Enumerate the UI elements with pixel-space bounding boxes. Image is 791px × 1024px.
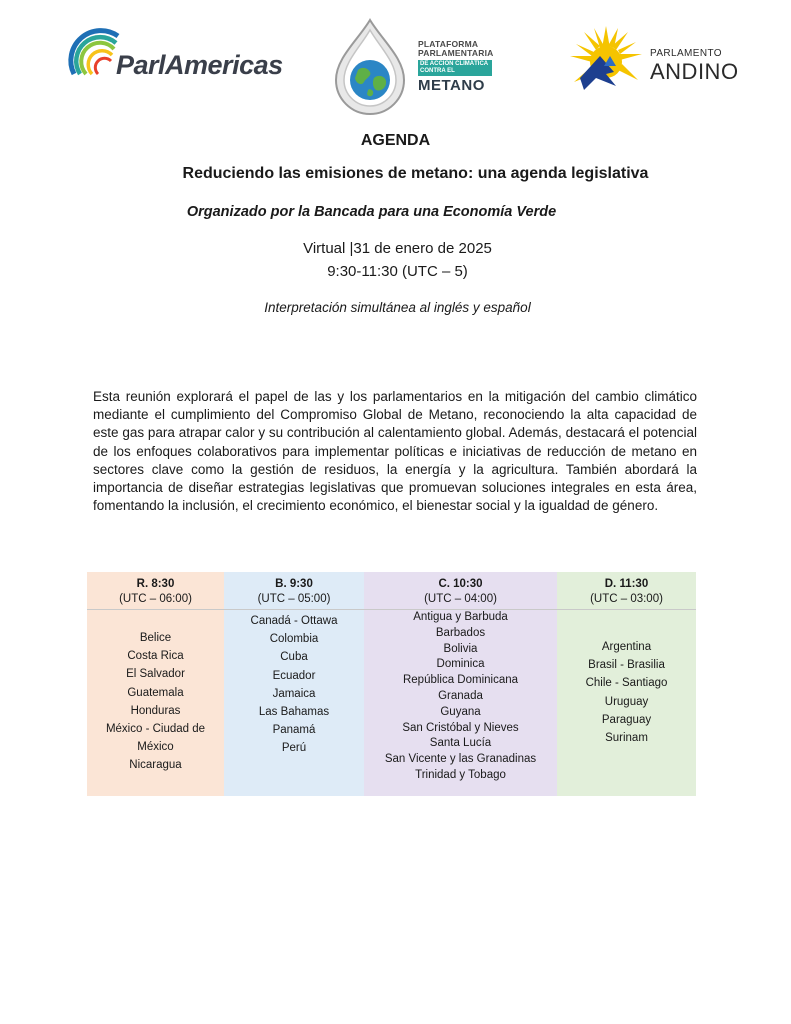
metano-line2: PARLAMENTARIA [418, 48, 494, 58]
andino-sun-icon [570, 26, 642, 98]
andino-label-big: ANDINO [650, 59, 739, 84]
parlamericas-wordmark: ParlAmericas [116, 50, 283, 80]
country-item: Dominica [436, 658, 485, 671]
event-time: 9:30-11:30 (UTC – 5) [327, 263, 468, 280]
metano-line4: CONTRA EL [420, 68, 455, 74]
timezone-column-c [364, 572, 557, 796]
country-item: Brasil - Brasilia [588, 659, 665, 672]
parlamericas-logo [66, 24, 306, 94]
andino-label-top: PARLAMENTO [650, 48, 722, 59]
country-item: Surinam [605, 732, 648, 745]
country-item: Guatemala [127, 686, 184, 699]
country-item: Honduras [130, 704, 181, 717]
country-item: Guyana [440, 705, 481, 718]
country-item: Trinidad y Tobago [415, 768, 506, 781]
column-utc-offset: (UTC – 03:00) [557, 592, 696, 610]
event-description: Esta reunión explorará el papel de las y los parlamentarios en la mitigación del cambio climático mediante el cumplimiento del Compromiso Global de Metano, reconociendo la alta capacidad de este gas para atrapar calor y su contribución al calentamiento global. Además, destacará el potencial de los enfoques colaborativos para implementar políticas e iniciativas de reducción de metano en sectores clave como la gestión de residuos, la energía y la agricultura. También abordará la importancia de diseñar estrategias legislativas que promuevan soluciones integrales en esta área, fomentando la inclusión, el crecimiento económico, el bienestar social y la igualdad de género. [93, 389, 697, 514]
country-item: México [137, 741, 174, 754]
country-item: San Cristóbal y Nieves [402, 721, 519, 734]
country-list [364, 610, 557, 784]
timezone-table [87, 572, 696, 796]
organizer-line: Organizado por la Bancada para una Economía Verde [186, 204, 557, 220]
globe-drop-icon [330, 18, 410, 116]
country-item: Perú [281, 742, 307, 755]
country-item: Jamaica [272, 687, 316, 700]
timezone-column-r [87, 572, 224, 796]
metano-wordmark [418, 40, 498, 94]
header-logos [0, 18, 791, 118]
country-item: San Vicente y las Granadinas [384, 753, 537, 766]
country-item: Granada [438, 689, 483, 702]
country-item: Antigua y Barbuda [413, 611, 508, 623]
column-time-heading: R. 8:30 [136, 578, 175, 590]
country-list [557, 610, 696, 747]
country-item: Barbados [435, 626, 486, 639]
country-item: Las Bahamas [258, 706, 330, 719]
event-date: Virtual |31 de enero de 2025 [303, 240, 492, 257]
event-subtitle: Reduciendo las emisiones de metano: una agenda legislativa [182, 165, 649, 182]
country-item: República Dominicana [402, 674, 519, 687]
country-list [224, 610, 364, 758]
metano-line3: DE ACCIÓN CLIMÁTICA [420, 61, 489, 67]
column-time-heading: B. 9:30 [275, 578, 313, 590]
timezone-column-d [557, 572, 696, 796]
column-time-heading: D. 11:30 [604, 578, 649, 590]
column-utc-offset: (UTC – 04:00) [364, 592, 557, 610]
country-list [87, 610, 224, 775]
metano-line1: PLATAFORMA [418, 39, 479, 49]
country-item: Bolivia [443, 642, 478, 655]
country-item: Santa Lucía [429, 737, 492, 750]
country-item: Paraguay [601, 713, 652, 726]
metano-line5: METANO [418, 77, 485, 94]
country-item: Chile - Santiago [585, 677, 668, 690]
column-utc-offset: (UTC – 06:00) [87, 592, 224, 610]
country-item: Belice [139, 632, 172, 644]
country-item: Costa Rica [127, 650, 184, 663]
column-utc-offset: (UTC – 05:00) [224, 592, 364, 610]
country-item: Ecuador [272, 669, 316, 682]
country-item: El Salvador [126, 668, 185, 681]
country-item: México - Ciudad de [105, 723, 206, 736]
timezone-column-b [224, 572, 364, 796]
metano-platform-logo [330, 18, 500, 118]
country-item: Argentina [601, 641, 652, 653]
parlamento-andino-logo [570, 26, 739, 106]
interpretation-note: Interpretación simultánea al inglés y español [264, 300, 531, 315]
country-item: Nicaragua [129, 759, 182, 772]
metano-teal-box [418, 60, 492, 76]
country-item: Colombia [269, 633, 319, 646]
country-item: Uruguay [604, 695, 649, 708]
column-time-heading: C. 10:30 [438, 578, 483, 590]
country-item: Canadá - Ottawa [250, 615, 338, 627]
country-item: Panamá [272, 724, 316, 737]
agenda-title: AGENDA [360, 132, 431, 149]
country-item: Cuba [280, 651, 308, 664]
